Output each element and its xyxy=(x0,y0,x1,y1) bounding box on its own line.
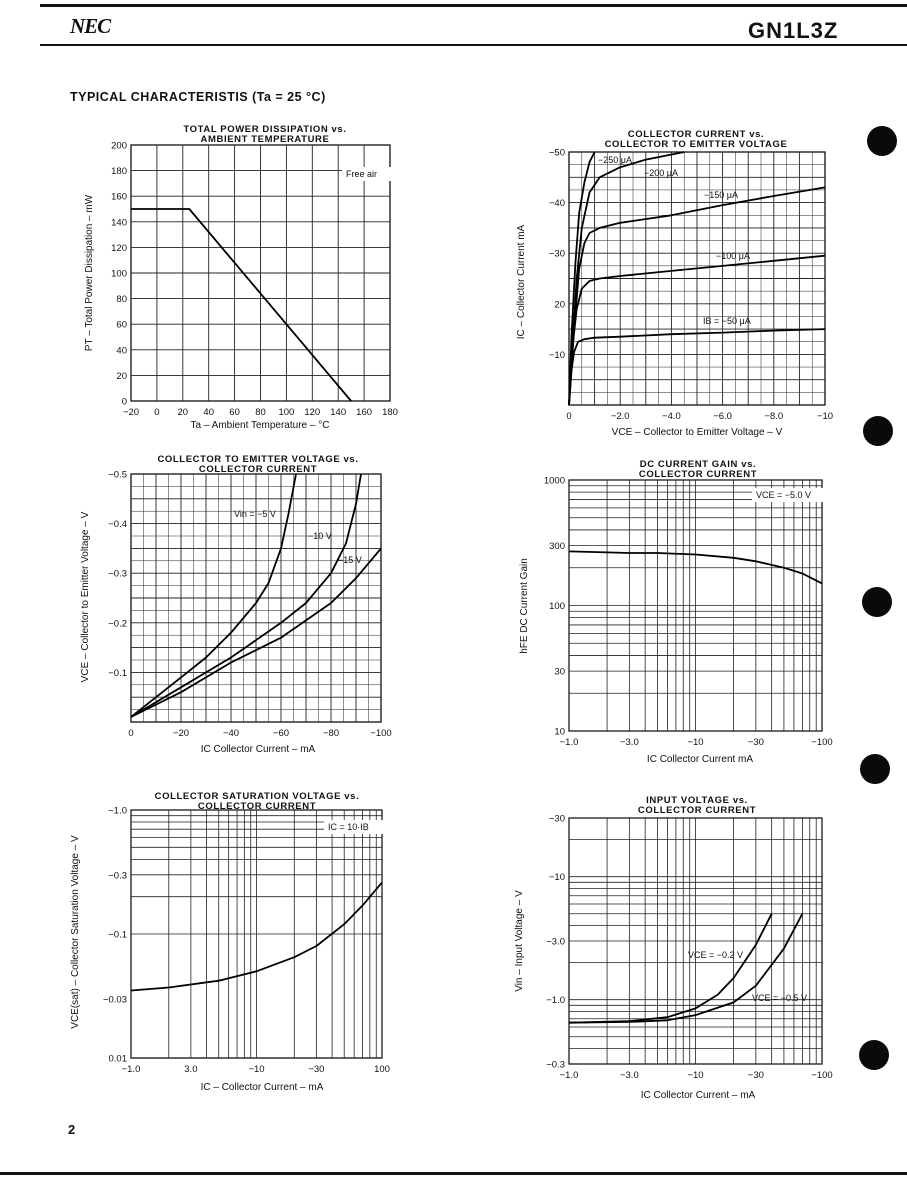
pd-x-axis-label: Ta – Ambient Temperature – °C xyxy=(190,420,330,431)
vce-x-tick-label: −100 xyxy=(370,728,392,739)
pd-x-tick-label: 140 xyxy=(330,407,347,418)
hfe-x-tick-label: −30 xyxy=(747,737,764,748)
vce-x-tick-label: −40 xyxy=(222,728,240,739)
vsat-annotation: IC = 10·IB xyxy=(328,822,369,832)
vsat-x-tick-label: 3.0 xyxy=(184,1064,198,1075)
hfe-y-tick-label: 1000 xyxy=(543,475,565,487)
ic-y-tick-label: −40 xyxy=(548,198,565,210)
pd-y-tick-label: 200 xyxy=(111,140,127,152)
pd-x-tick-label: 40 xyxy=(203,407,214,418)
pd-y-tick-label: 40 xyxy=(116,345,127,357)
vce-x-tick-label: −20 xyxy=(172,728,190,739)
vsat-x-tick-label: −1.0 xyxy=(121,1064,141,1075)
vce-x-tick-label: 0 xyxy=(128,728,134,739)
vsat-y-tick-label: −0.1 xyxy=(108,929,127,941)
pd-x-tick-label: 60 xyxy=(229,407,240,418)
ic-title: COLLECTOR CURRENT vs. COLLECTOR TO EMITTER VOLTAGE xyxy=(604,129,788,150)
hfe-x-axis-label: IC Collector Current mA xyxy=(646,754,754,765)
pd-x-tick-label: 180 xyxy=(382,407,398,418)
vsat-title: COLLECTOR SATURATION VOLTAGE vs. COLLECTOR CURRENT xyxy=(154,791,360,812)
vce-y-tick-label: −0.1 xyxy=(108,667,127,679)
hfe-y-axis-label: hFE DC Current Gain xyxy=(519,558,530,654)
ic-y-axis-label: IC – Collector Current mA xyxy=(516,224,527,340)
pd-x-tick-label: 80 xyxy=(255,407,266,418)
ic-series-label: IB = −50 μA xyxy=(703,316,751,326)
vce-title: COLLECTOR TO EMITTER VOLTAGE vs. COLLECTOR CURRENT xyxy=(157,454,359,475)
ic-series-label: −250 μA xyxy=(598,155,632,165)
hfe-y-tick-label: 30 xyxy=(554,666,565,678)
ic-y-tick-label: −30 xyxy=(548,248,565,260)
ic-series-label: −100 μA xyxy=(716,251,750,261)
vsat-y-tick-label: −1.0 xyxy=(108,805,127,817)
vin-x-tick-label: −100 xyxy=(811,1070,833,1081)
vin-y-tick-label: −3.0 xyxy=(546,936,565,948)
ic-y-tick-label: −50 xyxy=(548,147,565,159)
pd-x-tick-label: 100 xyxy=(278,407,295,418)
vsat-x-tick-label: −10 xyxy=(248,1064,265,1075)
vin-title: INPUT VOLTAGE vs. COLLECTOR CURRENT xyxy=(637,795,757,816)
hfe-annotation: VCE = −5.0 V xyxy=(756,490,812,500)
vin-y-tick-label: −0.3 xyxy=(546,1059,565,1071)
ic-y-tick-label: −10 xyxy=(548,349,565,361)
vin-y-axis-label: Vin – Input Voltage – V xyxy=(514,890,525,992)
pd-y-tick-label: 140 xyxy=(111,217,127,229)
ic-x-tick-label: 0 xyxy=(566,411,572,422)
vsat-y-tick-label: −0.03 xyxy=(102,994,127,1006)
vin-x-tick-label: −10 xyxy=(687,1070,704,1081)
pd-y-tick-label: 80 xyxy=(116,294,127,306)
pd-y-tick-label: 100 xyxy=(111,268,127,280)
ic-series-label: −200 μA xyxy=(644,168,678,178)
hfe-y-tick-label: 300 xyxy=(549,541,565,553)
ic-x-tick-label: −8.0 xyxy=(764,411,784,422)
ic-series-label: −150 μA xyxy=(704,190,738,200)
hfe-x-tick-label: −3.0 xyxy=(619,737,639,748)
vce-series-label: Vin = −5 V xyxy=(234,509,276,519)
pd-x-tick-label: 160 xyxy=(356,407,373,418)
pd-y-axis-label: PT – Total Power Dissipation – mW xyxy=(84,194,95,352)
vce-x-tick-label: −80 xyxy=(322,728,340,739)
vin-y-tick-label: −10 xyxy=(548,872,565,884)
ic-x-tick-label: −2.0 xyxy=(610,411,630,422)
vin-x-tick-label: −3.0 xyxy=(619,1070,639,1081)
vce-series-label: −15 V xyxy=(338,555,362,565)
vsat-y-tick-label: −0.3 xyxy=(108,870,127,882)
pd-y-tick-label: 160 xyxy=(111,191,127,203)
hfe-x-tick-label: −10 xyxy=(687,737,704,748)
pd-y-tick-label: 60 xyxy=(116,319,127,331)
ic-x-tick-label: −4.0 xyxy=(662,411,681,422)
ic-x-axis-label: VCE – Collector to Emitter Voltage – V xyxy=(611,427,783,438)
ic-y-tick-label: 20 xyxy=(554,299,565,311)
vce-series-label: −10 V xyxy=(308,531,332,541)
vce-y-tick-label: −0.3 xyxy=(108,568,127,580)
pd-x-tick-label: 20 xyxy=(177,407,189,418)
vsat-y-axis-label: VCE(sat) – Collector Saturation Voltage – V xyxy=(70,835,81,1029)
pd-y-tick-label: 180 xyxy=(111,166,127,178)
vin-series-label: VCE = −0.5 V xyxy=(752,993,808,1003)
vce-x-axis-label: IC Collector Current – mA xyxy=(200,744,316,755)
vce-y-tick-label: −0.5 xyxy=(108,469,127,481)
vin-x-axis-label: IC Collector Current – mA xyxy=(640,1090,756,1101)
page-number: 2 xyxy=(68,1122,76,1137)
vin-x-tick-label: −30 xyxy=(747,1070,764,1081)
ic-x-tick-label: −10 xyxy=(816,411,834,422)
vin-y-tick-label: −30 xyxy=(548,813,565,825)
bottom-rule xyxy=(0,1172,907,1175)
vin-y-tick-label: −1.0 xyxy=(546,995,565,1007)
vce-y-tick-label: −0.4 xyxy=(108,519,127,531)
hfe-y-tick-label: 100 xyxy=(549,601,565,612)
vsat-x-tick-label: 100 xyxy=(374,1064,390,1075)
pd-series-line xyxy=(131,209,351,401)
pd-x-tick-label: 0 xyxy=(154,407,160,418)
hfe-x-tick-label: −100 xyxy=(811,737,833,748)
vsat-y-tick-label: 0.01 xyxy=(108,1053,127,1065)
pd-title: TOTAL POWER DISSIPATION vs. AMBIENT TEMPERATURE xyxy=(183,124,347,145)
pd-x-tick-label: −20 xyxy=(122,407,140,418)
pd-y-tick-label: 0 xyxy=(121,396,127,408)
section-title: TYPICAL CHARACTERISTIS (Ta = 25 °C) xyxy=(70,90,326,104)
vin-x-tick-label: −1.0 xyxy=(559,1070,579,1081)
ic-x-tick-label: −6.0 xyxy=(713,411,732,422)
pd-x-tick-label: 120 xyxy=(304,407,321,418)
pd-y-tick-label: 20 xyxy=(116,370,127,382)
hfe-title: DC CURRENT GAIN vs. COLLECTOR CURRENT xyxy=(638,459,758,480)
pd-annotation: Free air xyxy=(346,169,378,179)
vsat-x-axis-label: IC – Collector Current – mA xyxy=(200,1082,324,1093)
vce-y-tick-label: −0.2 xyxy=(108,618,127,630)
vin-series-line xyxy=(569,914,772,1023)
hfe-x-tick-label: −1.0 xyxy=(559,737,579,748)
vsat-x-tick-label: −30 xyxy=(308,1064,325,1075)
logo: NEC xyxy=(70,14,111,38)
part-number: GN1L3Z xyxy=(748,18,839,43)
vin-series-line xyxy=(569,914,802,1023)
vin-series-label: VCE = −0.2 V xyxy=(688,950,744,960)
vce-y-axis-label: VCE – Collector to Emitter Voltage – V xyxy=(80,511,91,683)
pd-y-tick-label: 120 xyxy=(111,242,127,254)
vce-x-tick-label: −60 xyxy=(272,728,290,739)
hfe-y-tick-label: 10 xyxy=(554,726,565,738)
